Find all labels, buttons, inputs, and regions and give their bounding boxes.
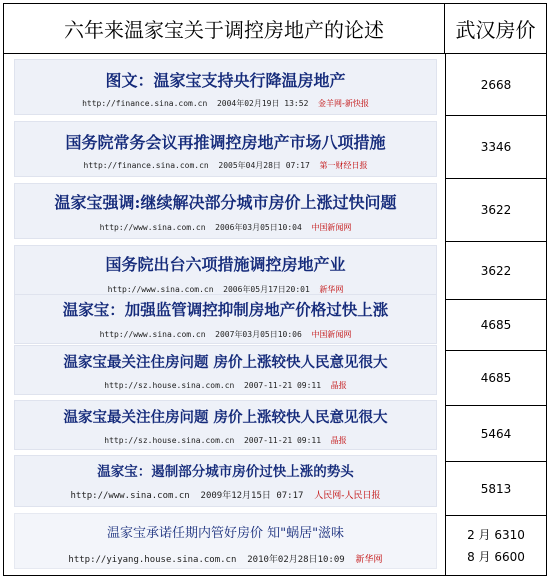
news-url: http://sz.house.sina.com.cn [104, 381, 235, 390]
news-banner-9 [14, 513, 437, 569]
news-banner-5 [14, 294, 437, 344]
price-line-aug: 8 月 6600 [467, 549, 525, 564]
news-title: 温家宝承诺任期内管好房价 知"蜗居"滋味 [106, 526, 345, 541]
news-title: 温家宝强调:继续解决部分城市房价上涨过快问题 [54, 193, 397, 212]
news-banner-1 [14, 59, 437, 115]
price-line-feb: 2 月 6310 [467, 527, 525, 542]
news-date: 2006年03月05日10:04 [215, 223, 302, 232]
news-date: 2005年04月28日 07:17 [218, 161, 310, 170]
news-source-line [15, 380, 436, 391]
news-source: 新华网 [355, 555, 383, 565]
price-cell-2: 3346 [446, 116, 546, 179]
news-title: 温家宝：加强监管调控抑制房地产价格过快上涨 [62, 300, 389, 319]
news-title: 图文：温家宝支持央行降温房地产 [105, 71, 346, 90]
news-url: http://finance.sina.com.cn [82, 99, 208, 108]
news-source: 第一财经日报 [319, 161, 368, 170]
news-banner-3 [14, 183, 437, 239]
news-source: 新华网 [319, 285, 344, 294]
news-source-line [15, 552, 436, 565]
news-url: http://www.sina.com.cn [99, 223, 206, 232]
news-banner-4 [14, 245, 437, 301]
news-source-line [15, 435, 436, 446]
news-date: 2004年02月19日 13:52 [216, 99, 309, 108]
news-source: 晶报 [330, 436, 347, 445]
price-cell-8: 5813 [446, 462, 546, 516]
news-url: http://www.sina.com.cn [99, 330, 206, 339]
data-table [3, 3, 547, 576]
news-title: 温家宝最关注住房问题 房价上涨较快人民意见很大 [63, 409, 388, 426]
news-url: http://www.sina.com.cn [107, 285, 214, 294]
price-cell-5: 4685 [446, 300, 546, 351]
price-cell-7: 5464 [446, 406, 546, 462]
news-banner-2 [14, 121, 437, 177]
price-cell-9 [446, 516, 546, 575]
price-cell-6: 4685 [446, 351, 546, 406]
news-title: 国务院出台六项措施调控房地产业 [105, 255, 346, 274]
price-cell-3: 3622 [446, 179, 546, 242]
price-cell-4: 3622 [446, 242, 546, 300]
news-source-line [15, 98, 436, 109]
news-title: 温家宝最关注住房问题 房价上涨较快人民意见很大 [63, 354, 388, 371]
news-date: 2007-11-21 09:11 [243, 436, 322, 445]
header-title: 六年来温家宝关于调控房地产的论述 [4, 4, 445, 54]
news-source-line [15, 160, 436, 171]
news-source-line [15, 222, 436, 233]
news-date: 2006年05月17日20:01 [223, 285, 310, 294]
news-title: 温家宝：遏制部分城市房价过快上涨的势头 [97, 464, 354, 480]
news-source: 晶报 [330, 381, 347, 390]
news-source-line [15, 329, 436, 340]
news-url: http://sz.house.sina.com.cn [104, 436, 235, 445]
news-source: 中国新闻网 [311, 223, 352, 232]
news-source: 金羊网-新快报 [318, 99, 369, 108]
news-banner-8 [14, 455, 437, 507]
news-url: http://yiyang.house.sina.com.cn [68, 555, 237, 565]
news-date: 2009年12月15日 07:17 [200, 491, 304, 501]
news-banner-6 [14, 345, 437, 395]
price-cell-1: 2668 [446, 54, 546, 116]
news-date: 2007年03月05日10:06 [215, 330, 302, 339]
news-banner-7 [14, 400, 437, 450]
header-price-title: 武汉房价 [445, 4, 546, 54]
news-source: 中国新闻网 [311, 330, 352, 339]
news-url: http://finance.sina.com.cn [83, 161, 209, 170]
news-source: 人民网-人民日报 [314, 491, 381, 501]
news-source-line [15, 488, 436, 501]
news-date: 2007-11-21 09:11 [243, 381, 322, 390]
news-url: http://www.sina.com.cn [70, 491, 190, 501]
news-title: 国务院常务会议再推调控房地产市场八项措施 [65, 133, 386, 152]
news-date: 2010年02月28日10:09 [247, 555, 345, 565]
